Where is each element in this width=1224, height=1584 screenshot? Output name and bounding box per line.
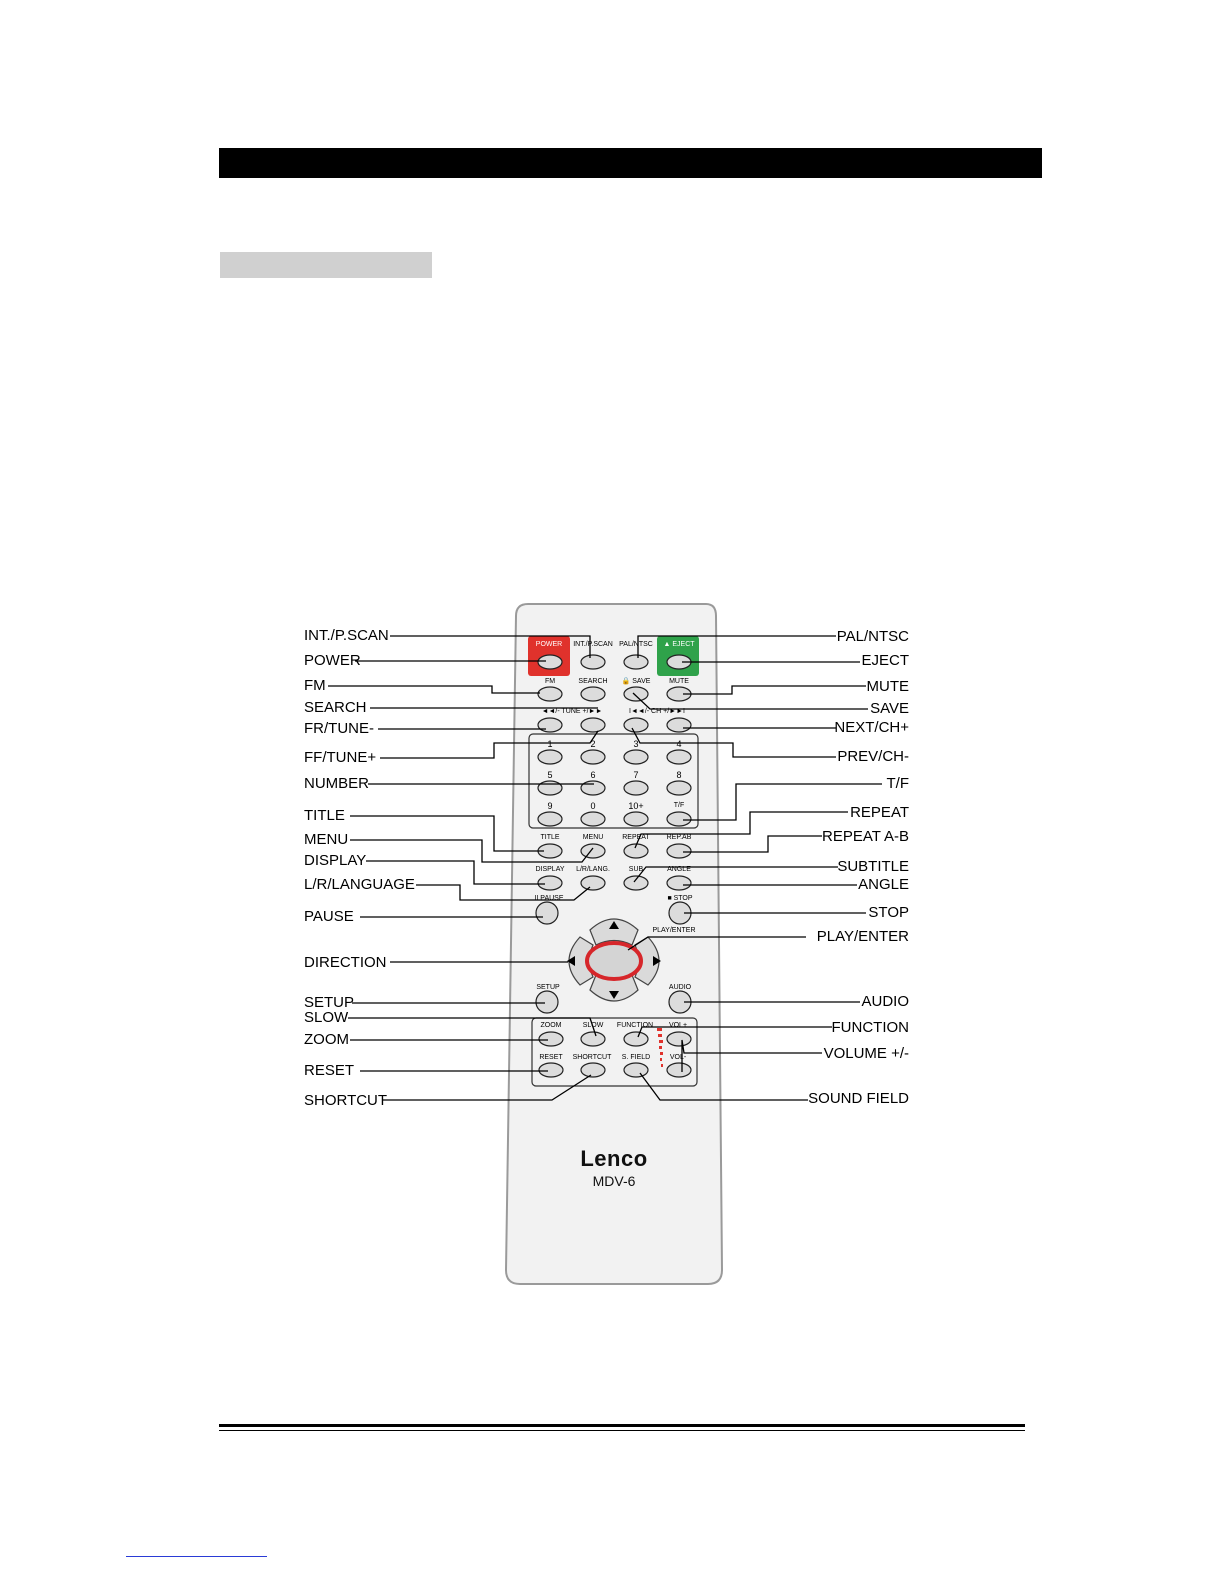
label-pal-ntsc: PAL/NTSC — [619, 641, 653, 648]
next-ch-button — [667, 718, 691, 732]
callout-title: TITLE — [304, 807, 345, 824]
num-1-button — [538, 750, 562, 764]
label-function: FUNCTION — [616, 1022, 654, 1029]
callout-repeat-a-b: REPEAT A-B — [822, 828, 909, 845]
menu-button — [581, 844, 605, 858]
callout-stop: STOP — [868, 904, 909, 921]
label-num-2: 2 — [590, 739, 596, 749]
label-audio: AUDIO — [668, 984, 692, 991]
callout-menu: MENU — [304, 831, 349, 848]
ff-tune-button — [581, 718, 605, 732]
num-3-button — [624, 750, 648, 764]
label-num-8: 8 — [676, 770, 682, 780]
callout-reset: RESET — [304, 1062, 355, 1079]
label-save: 🔒 SAVE — [621, 678, 651, 685]
search-button — [581, 687, 605, 701]
display-button — [538, 876, 562, 890]
vol-minus-button — [667, 1063, 691, 1077]
label-tf: T/F — [673, 802, 685, 809]
label-num-3: 3 — [633, 739, 639, 749]
label-fm: FM — [544, 678, 556, 685]
callout-subtitle: SUBTITLE — [837, 858, 909, 875]
callout-search: SEARCH — [304, 699, 367, 716]
label-num-0: 0 — [590, 801, 596, 811]
label-pause: II PAUSE — [534, 895, 564, 902]
prev-ch-button — [624, 718, 648, 732]
leader-fm — [328, 686, 540, 693]
num-7-button — [624, 781, 648, 795]
callout-slow: SLOW — [304, 1009, 349, 1026]
callout-save: SAVE — [870, 700, 909, 717]
vol-plus-button — [667, 1032, 691, 1046]
callout-fr-tune-minus: FR/TUNE- — [304, 720, 374, 737]
brand-logo: Lenco — [580, 1146, 648, 1171]
callout-power: POWER — [304, 652, 361, 669]
num-2-button — [581, 750, 605, 764]
callout-play-enter: PLAY/ENTER — [816, 928, 909, 945]
save-button — [624, 687, 648, 701]
sfield-button — [624, 1063, 648, 1077]
callout-mute: MUTE — [866, 678, 909, 695]
callout-zoom: ZOOM — [304, 1031, 349, 1048]
label-display: DISPLAY — [535, 866, 565, 873]
power-button — [538, 655, 562, 669]
callout-pal-ntsc: PAL/NTSC — [836, 628, 909, 645]
callout-repeat: REPEAT — [850, 804, 909, 821]
model-label: MDV-6 — [592, 1173, 636, 1189]
reset-button — [539, 1063, 563, 1077]
callout-lr-language: L/R/LANGUAGE — [304, 876, 415, 893]
label-num-1: 1 — [547, 739, 553, 749]
label-num-5: 5 — [547, 770, 553, 780]
fr-tune-button — [538, 718, 562, 732]
label-sub: SUB — [628, 866, 644, 873]
label-repeat: REPEAT — [622, 834, 650, 841]
callout-display: DISPLAY — [304, 852, 367, 869]
fm-button — [538, 687, 562, 701]
label-zoom: ZOOM — [540, 1022, 562, 1029]
label-rep-ab: REP.AB — [666, 834, 692, 841]
label-int-p-scan: INT./P.SCAN — [573, 641, 613, 648]
label-num-6: 6 — [590, 770, 596, 780]
label-lr-lang: L/R/LANG. — [576, 866, 610, 873]
label-mute: MUTE — [669, 678, 689, 685]
repeat-ab-button — [667, 844, 691, 858]
label-num-7: 7 — [633, 770, 639, 780]
function-button — [624, 1032, 648, 1046]
num-5-button — [538, 781, 562, 795]
num-8-button — [667, 781, 691, 795]
tf-button — [667, 812, 691, 826]
label-slow: SLOW — [582, 1022, 604, 1029]
label-vol-minus: VOL- — [669, 1054, 687, 1061]
shortcut-button — [581, 1063, 605, 1077]
callout-t-f: T/F — [886, 775, 909, 792]
callout-ff-tune-plus: FF/TUNE+ — [304, 749, 377, 766]
num-4-button — [667, 750, 691, 764]
label-tune: ◄◄/- TUNE +/►► — [541, 708, 603, 715]
callout-eject: EJECT — [861, 652, 909, 669]
setup-button — [536, 991, 558, 1013]
footer-rule-thin — [219, 1430, 1025, 1431]
pause-button — [536, 902, 558, 924]
zoom-button — [539, 1032, 563, 1046]
callout-audio: AUDIO — [861, 993, 909, 1010]
label-num-4: 4 — [676, 739, 682, 749]
num-9-button — [538, 812, 562, 826]
label-setup: SETUP — [536, 984, 560, 991]
footer-rule — [219, 1424, 1025, 1427]
label-reset: RESET — [539, 1054, 563, 1061]
slow-button — [581, 1032, 605, 1046]
label-shortcut: SHORTCUT — [572, 1054, 612, 1061]
callout-pause: PAUSE — [304, 908, 354, 925]
callout-next-ch-plus: NEXT/CH+ — [834, 719, 909, 736]
subtitle-button — [624, 876, 648, 890]
label-search: SEARCH — [578, 678, 608, 685]
num-10plus-button — [624, 812, 648, 826]
label-eject: ▲ EJECT — [663, 641, 695, 648]
callout-sound-field: SOUND FIELD — [808, 1090, 909, 1107]
label-play-enter: PLAY/ENTER — [652, 927, 696, 934]
label-num-9: 9 — [547, 801, 553, 811]
play-enter-ring — [587, 943, 641, 979]
callout-function: FUNCTION — [831, 1019, 909, 1036]
label-ch: I◄◄/- CH +/►►I — [629, 708, 685, 715]
lr-lang-button — [581, 876, 605, 890]
callout-volume: VOLUME +/- — [823, 1045, 909, 1062]
num-6-button — [581, 781, 605, 795]
label-vol-plus: VOL+ — [668, 1022, 688, 1029]
num-0-button — [581, 812, 605, 826]
callout-direction: DIRECTION — [304, 954, 387, 971]
label-title: TITLE — [540, 834, 560, 841]
angle-button — [667, 876, 691, 890]
label-stop: ■ STOP — [667, 895, 693, 902]
int-p-scan-button — [581, 655, 605, 669]
pal-ntsc-button — [624, 655, 648, 669]
label-menu: MENU — [582, 834, 604, 841]
callout-setup: SETUP — [304, 994, 355, 1011]
label-power: POWER — [535, 641, 563, 648]
callout-int-p-scan: INT./P.SCAN — [304, 627, 389, 644]
label-angle: ANGLE — [667, 866, 691, 873]
label-num-10plus: 10+ — [628, 801, 644, 811]
callout-angle: ANGLE — [858, 876, 909, 893]
label-s-field: S. FIELD — [621, 1054, 651, 1061]
callout-fm: FM — [304, 677, 326, 694]
callout-prev-ch-minus: PREV/CH- — [837, 748, 909, 765]
callout-shortcut: SHORTCUT — [304, 1092, 388, 1109]
callout-number: NUMBER — [304, 775, 370, 792]
footer-link-underline[interactable] — [126, 1556, 267, 1557]
